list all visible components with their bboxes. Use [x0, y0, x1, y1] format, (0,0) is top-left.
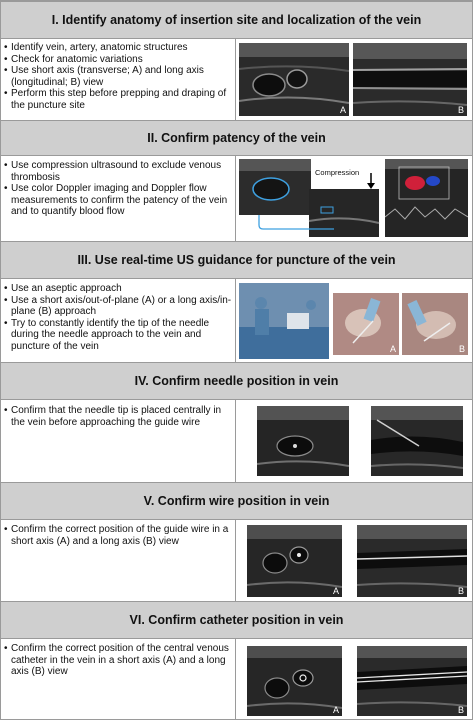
- section-1-bullets: [4, 42, 232, 112]
- section-3-row: [1, 279, 472, 362]
- image-label-b: B: [457, 705, 464, 715]
- column-divider: [235, 39, 236, 120]
- image-label-b: B: [457, 586, 464, 596]
- wire-short-axis-image: [247, 525, 342, 597]
- bullet: • Use short axis (transverse; A) and long axis (longitudinal; B) view: [4, 65, 232, 88]
- section-4-bullets: [4, 405, 232, 428]
- image-label-b: B: [457, 105, 464, 115]
- long-axis-approach-photo: [402, 293, 468, 355]
- column-divider: [235, 400, 236, 482]
- section-6-title: [1, 601, 472, 639]
- column-divider: [235, 520, 236, 601]
- image-label-a: A: [389, 344, 396, 354]
- bullet: • Confirm the correct position of the guide wire in a short axis (A) and a long axis (B) view: [4, 524, 232, 547]
- color-doppler-image: [385, 159, 468, 237]
- catheter-long-axis-image: [357, 646, 467, 716]
- section-3-bullets: [4, 283, 232, 353]
- needle-long-axis-image: [371, 406, 463, 476]
- section-4-title: [1, 362, 472, 400]
- image-label-a: A: [339, 105, 346, 115]
- section-5-title-text: V. Confirm wire position in vein: [143, 494, 330, 508]
- section-6-row: [1, 639, 472, 719]
- bullet: • Use color Doppler imaging and Doppler flow measurements to confirm the patency of the vein and to quantify blood flow: [4, 183, 232, 218]
- bullet: • Try to constantly identify the tip of the needle during the needle approach to the vein and puncture of the vein: [4, 318, 232, 353]
- bullet: • Identify vein, artery, anatomic structures: [4, 42, 232, 54]
- needle-short-axis-image: [257, 406, 349, 476]
- section-5-bullets: [4, 524, 232, 547]
- section-2-bullets: [4, 160, 232, 218]
- bullet: • Check for anatomic variations: [4, 54, 232, 66]
- section-1-row: [1, 39, 472, 120]
- bullet: • Confirm that the needle tip is placed centrally in the vein before approaching the guide wire: [4, 405, 232, 428]
- compression-ultrasound-image: [239, 159, 382, 237]
- section-2-title-text: II. Confirm patency of the vein: [147, 131, 326, 145]
- section-3-title: [1, 241, 472, 279]
- bullet: • Use compression ultrasound to exclude venous thrombosis: [4, 160, 232, 183]
- section-2-title: [1, 120, 472, 156]
- bullet: • Confirm the correct position of the central venous catheter in the vein in a short axis (A) and a long axis (B) view: [4, 643, 232, 678]
- compression-caption: Compression: [315, 168, 360, 177]
- column-divider: [235, 639, 236, 719]
- section-2-row: [1, 156, 472, 241]
- section-5-row: [1, 520, 472, 601]
- catheter-short-axis-image: [247, 646, 342, 716]
- section-4-title-text: IV. Confirm needle position in vein: [134, 374, 339, 388]
- section-1-title-text: I. Identify anatomy of insertion site and localization of the vein: [51, 13, 422, 27]
- section-5-title: [1, 482, 472, 520]
- section-1-title: [1, 1, 472, 39]
- section-4-row: [1, 400, 472, 482]
- bullet: • Use an aseptic approach: [4, 283, 232, 295]
- bullet: • Use a short axis/out-of-plane (A) or a long axis/in-plane (B) approach: [4, 295, 232, 318]
- short-axis-approach-photo: [333, 293, 399, 355]
- image-label-a: A: [332, 705, 339, 715]
- wire-long-axis-image: [357, 525, 467, 597]
- ultrasound-image-long-axis: [353, 43, 467, 116]
- column-divider: [235, 279, 236, 362]
- column-divider: [235, 156, 236, 241]
- section-6-bullets: [4, 643, 232, 678]
- bullet: • Perform this step before prepping and draping of the puncture site: [4, 88, 232, 111]
- ultrasound-image-short-axis: [239, 43, 349, 116]
- section-3-title-text: III. Use real-time US guidance for puncture of the vein: [77, 253, 396, 267]
- image-label-b: B: [458, 344, 465, 354]
- image-label-a: A: [332, 586, 339, 596]
- procedure-photo: [239, 283, 329, 359]
- section-6-title-text: VI. Confirm catheter position in vein: [129, 613, 344, 627]
